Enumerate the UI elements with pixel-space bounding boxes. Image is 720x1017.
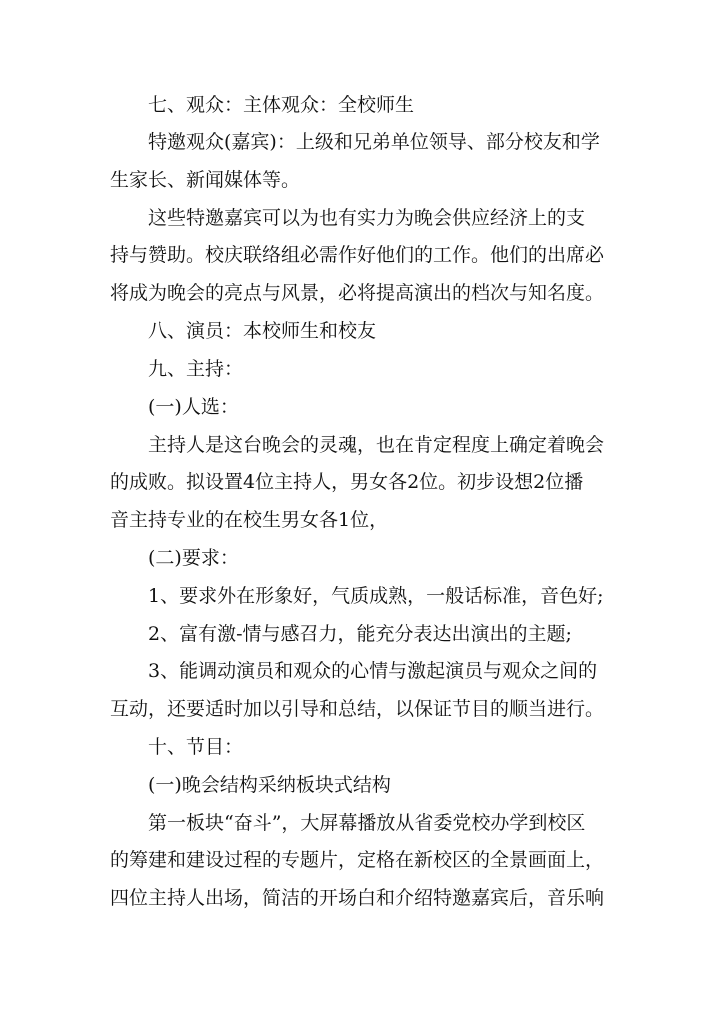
- subsection-candidates: (一)人选：: [148, 396, 239, 418]
- paragraph-hosts-line-3: 音主持专业的在校生男女各1位，: [110, 509, 389, 531]
- requirement-1: 1、要求外在形象好，气质成熟，一般话标准，音色好;: [148, 585, 604, 607]
- paragraph-guests-line-2: 生家长、新闻媒体等。: [110, 169, 301, 191]
- paragraph-block-one-line-2: 的筹建和建设过程的专题片，定格在新校区的全景画面上，: [110, 849, 605, 871]
- section-7-audience: 七、观众：主体观众：全校师生: [148, 94, 415, 116]
- paragraph-block-one-line-1: 第一板块“奋斗”，大屏幕播放从省委党校办学到校区: [148, 812, 586, 834]
- paragraph-hosts-line-2: 的成败。拟设置4位主持人，男女各2位。初步设想2位播: [110, 471, 584, 493]
- section-8-performers: 八、演员：本校师生和校友: [148, 320, 377, 342]
- paragraph-support-line-2: 持与赞助。校庆联络组必需作好他们的工作。他们的出席必: [110, 244, 605, 266]
- subsection-requirements: (二)要求：: [148, 547, 239, 569]
- subsection-structure: (一)晚会结构采纳板块式结构: [148, 774, 391, 796]
- section-9-hosts: 九、主持：: [148, 358, 244, 380]
- requirement-3-line-2: 互动，还要适时加以引导和总结，以保证节目的顺当进行。: [110, 698, 605, 720]
- section-10-program: 十、节目：: [148, 736, 244, 758]
- requirement-3-line-1: 3、能调动演员和观众的心情与激起演员与观众之间的: [148, 660, 598, 682]
- paragraph-hosts-line-1: 主持人是这台晚会的灵魂，也在肯定程度上确定着晚会: [148, 434, 605, 456]
- paragraph-support-line-1: 这些特邀嘉宾可以为也有实力为晚会供应经济上的支: [148, 207, 586, 229]
- requirement-2: 2、富有激-情与感召力，能充分表达出演出的主题;: [148, 623, 572, 645]
- paragraph-block-one-line-3: 四位主持人出场，简洁的开场白和介绍特邀嘉宾后，音乐响: [110, 887, 605, 909]
- paragraph-guests-line-1: 特邀观众(嘉宾)：上级和兄弟单位领导、部分校友和学: [148, 131, 600, 153]
- paragraph-support-line-3: 将成为晚会的亮点与风景，必将提高演出的档次与知名度。: [110, 282, 605, 304]
